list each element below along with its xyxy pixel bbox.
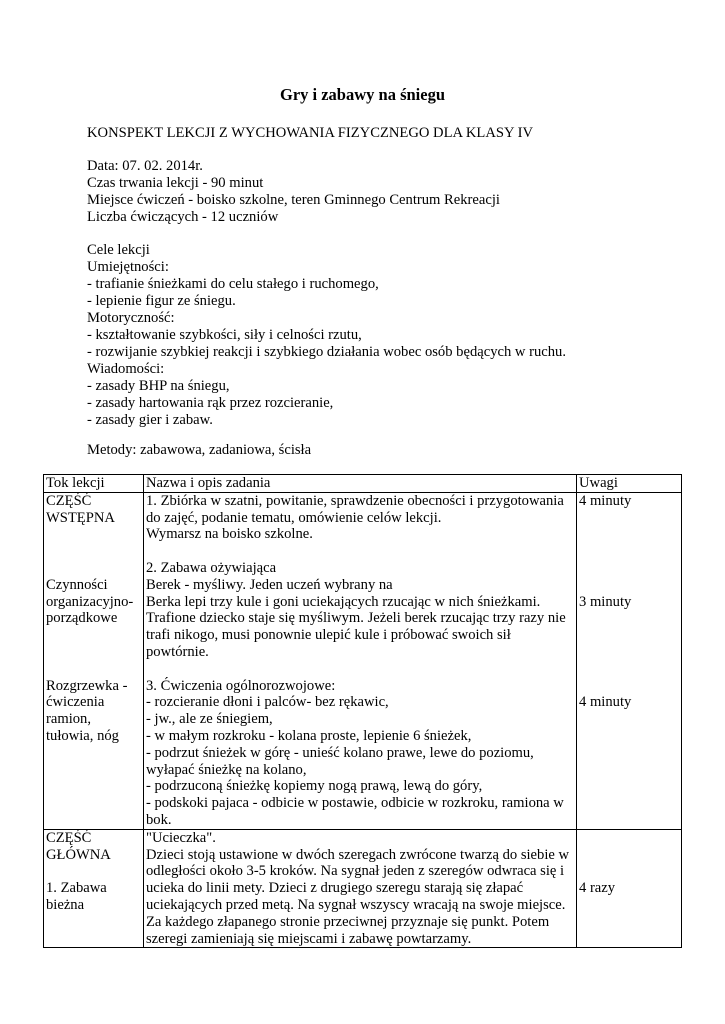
header-notes: Uwagi xyxy=(577,475,682,493)
stage-label: ćwiczenia xyxy=(46,694,105,711)
description-line: - w małym rozkroku - kolana proste, lepienie 6 śnieżek, xyxy=(146,727,472,744)
description-line: 2. Zabawa ożywiająca xyxy=(146,559,277,576)
info-date: Data: 07. 02. 2014r. xyxy=(87,158,203,174)
stage-label: organizacyjno- xyxy=(46,593,134,610)
description-line: bok. xyxy=(146,811,172,828)
goals-skills-heading: Umiejętności: xyxy=(87,259,169,275)
description-line: Trafione dziecko staje się myśliwym. Jeżeli berek rzucając trzy razy nie xyxy=(146,610,566,627)
goals-knowledge-heading: Wiadomości: xyxy=(87,361,165,377)
stage-label: tułowia, nóg xyxy=(46,727,119,744)
description-line: do zajęć, podanie tematu, omówienie celów lekcji. xyxy=(146,509,442,526)
description-line: Berka lepi trzy kule i goni uciekających rzucając w nich śnieżkami. xyxy=(146,593,541,610)
table-row xyxy=(44,492,682,829)
note-duration: 4 minuty xyxy=(579,694,632,711)
description-line: - podskoki pajaca - odbicie w postawie, odbicie w rozkroku, ramiona w xyxy=(146,795,564,812)
info-duration: Czas trwania lekcji - 90 minut xyxy=(87,175,264,191)
document-title: Gry i zabawy na śniegu xyxy=(279,85,446,104)
stage-label: CZĘŚĆ xyxy=(46,829,92,846)
stage-label: GŁÓWNA xyxy=(46,846,111,863)
note-duration: 3 minuty xyxy=(579,593,632,610)
goals-item: - kształtowanie szybkości, siły i celności rzutu, xyxy=(87,327,362,343)
description-line: odległości około 3-5 kroków. Na sygnał jeden z szeregów odwraca się i xyxy=(146,863,565,880)
stage-label: porządkowe xyxy=(46,610,118,627)
description-line: szeregi zamieniają się miejscami i zabawę powtarzamy. xyxy=(146,930,472,947)
stage-label: WSTĘPNA xyxy=(46,509,115,526)
info-participants: Liczba ćwiczących - 12 uczniów xyxy=(87,209,279,225)
header-lesson-stage: Tok lekcji xyxy=(44,475,144,493)
info-location: Miejsce ćwiczeń - boisko szkolne, teren Gminnego Centrum Rekreacji xyxy=(87,192,500,208)
description-line: Za każdego złapanego stronie przeciwnej przyznaje się punkt. Potem xyxy=(146,913,550,930)
notes-cell xyxy=(577,829,682,948)
lesson-methods: Metody: zabawowa, zadaniowa, ścisła xyxy=(87,442,312,458)
description-line: - jw., ale ze śniegiem, xyxy=(146,711,273,728)
description-cell xyxy=(144,492,577,829)
description-line: "Ucieczka". xyxy=(146,829,216,846)
table-row xyxy=(44,829,682,948)
description-line: - rozcieranie dłoni i palców- bez rękawic, xyxy=(146,694,389,711)
description-line: 3. Ćwiczenia ogólnorozwojowe: xyxy=(146,677,336,694)
description-line: ucieka do linii mety. Dzieci z drugiego szeregu starają się złapać xyxy=(146,880,524,897)
goals-item: - zasady gier i zabaw. xyxy=(87,412,213,428)
note-duration: 4 minuty xyxy=(579,492,632,509)
goals-heading: Cele lekcji xyxy=(87,242,150,258)
goals-item: - rozwijanie szybkiej reakcji i szybkiego działania wobec osób będących w ruchu. xyxy=(87,344,566,360)
notes-cell xyxy=(577,492,682,829)
description-line: Wymarsz na boisko szkolne. xyxy=(146,526,313,543)
goals-item: - lepienie figur ze śniegu. xyxy=(87,293,236,309)
stage-label: Czynności xyxy=(46,576,108,593)
stage-label: ramion, xyxy=(46,711,91,728)
description-line: trafi nikogo, musi ponownie ulepić kule i próbować swoich sił powtórnie. xyxy=(146,627,511,660)
table-header-row xyxy=(44,475,682,493)
stage-cell xyxy=(44,829,144,948)
description-line: uciekających przed metą. Na sygnał wszyscy wracają na swoje miejsce. xyxy=(146,896,566,913)
stage-label: Rozgrzewka - xyxy=(46,677,128,694)
description-line: - podrzut śnieżek w górę - unieść kolano prawe, lewe do poziomu, xyxy=(146,744,534,761)
description-line: Dzieci stoją ustawione w dwóch szeregach zwrócone twarzą do siebie w xyxy=(146,846,570,863)
description-cell xyxy=(144,829,577,948)
header-task-description: Nazwa i opis zadania xyxy=(144,475,577,493)
stage-cell xyxy=(44,492,144,829)
note-repetitions: 4 razy xyxy=(579,880,616,897)
lesson-info xyxy=(87,158,500,226)
description-line: Berek - myśliwy. Jeden uczeń wybrany na xyxy=(146,576,393,593)
description-line: - podrzuconą śnieżkę kopiemy nogą prawą, lewą do góry, xyxy=(146,778,483,795)
lesson-plan-table xyxy=(43,474,682,948)
goals-item: - trafianie śnieżkami do celu stałego i ruchomego, xyxy=(87,276,379,292)
stage-label: 1. Zabawa xyxy=(46,880,107,897)
goals-item: - zasady hartowania rąk przez rozcieranie, xyxy=(87,395,334,411)
description-line: 1. Zbiórka w szatni, powitanie, sprawdzenie obecności i przygotowania xyxy=(146,492,564,509)
document-subtitle: KONSPEKT LEKCJI Z WYCHOWANIA FIZYCZNEGO DLA KLASY IV xyxy=(87,125,534,141)
stage-label: bieżna xyxy=(46,896,85,913)
goals-item: - zasady BHP na śniegu, xyxy=(87,378,230,394)
description-line: wyłapać śnieżkę na kolano, xyxy=(146,761,307,778)
stage-label: CZĘŚĆ xyxy=(46,492,92,509)
goals-motor-heading: Motoryczność: xyxy=(87,310,175,326)
lesson-goals xyxy=(87,242,566,429)
